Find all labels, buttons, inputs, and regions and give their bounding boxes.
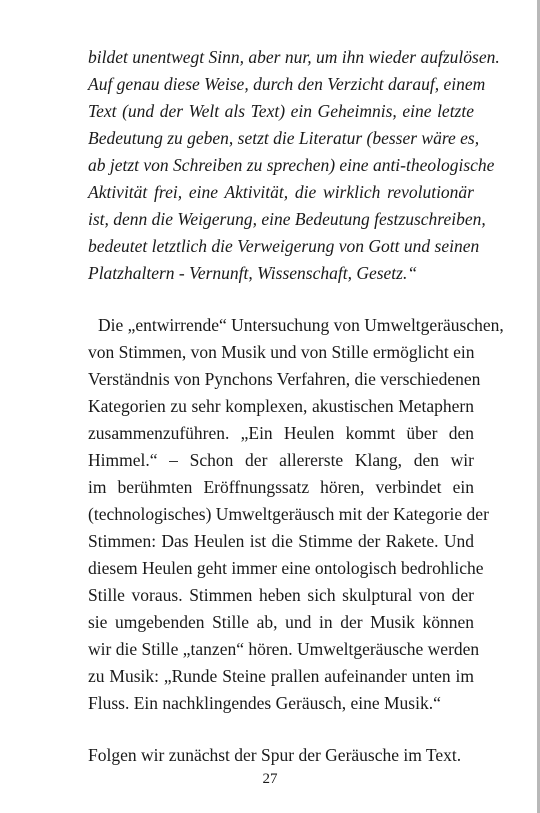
text-block: [88, 44, 504, 769]
quote-line: ist, denn die Weigerung, eine Bedeutung festzuschreiben,: [88, 209, 486, 229]
paragraph-line: (technologisches) Umweltgeräusch mit der Kategorie der: [88, 504, 489, 524]
paragraph-line: von Stimmen, von Musik und von Stille ermöglicht ein: [88, 342, 475, 362]
paragraph-line: wir die Stille „tanzen“ hören. Umweltgeräusche werden: [88, 639, 480, 659]
paragraph-line: im berühmten Eröffnungssatz hören, verbindet ein: [88, 477, 474, 497]
paragraph-line: zusammenzuführen. „Ein Heulen kommt über den: [88, 423, 474, 443]
quote-line: bildet unentwegt Sinn, aber nur, um ihn wieder aufzulösen.: [88, 47, 500, 67]
body-paragraph: [88, 742, 474, 769]
paragraph-line: Stille voraus. Stimmen heben sich skulptural von der: [88, 585, 474, 605]
quote-line: bedeutet letztlich die Verweigerung von Gott und seinen: [88, 236, 480, 256]
paragraph-line: Himmel.“ – Schon der allererste Klang, den wir: [88, 450, 474, 470]
paragraph-line: zu Musik: „Runde Steine prallen aufeinander unten im: [88, 666, 474, 686]
paragraph-line: Verständnis von Pynchons Verfahren, die verschiedenen: [88, 369, 481, 389]
quote-line: Aktivität frei, eine Aktivität, die wirklich revolutionär: [88, 182, 474, 202]
quote-line: Auf genau diese Weise, durch den Verzicht darauf, einem: [88, 74, 486, 94]
quote-line: ab jetzt von Schreiben zu sprechen) eine anti-theologische: [88, 155, 495, 175]
paragraph-line: Die „entwirrende“ Untersuchung von Umweltgeräuschen,: [98, 315, 504, 335]
paragraph-line: Folgen wir zunächst der Spur der Geräusche im Text.: [88, 745, 462, 765]
paragraph-line: sie umgebenden Stille ab, und in der Musik können: [88, 612, 474, 632]
page-number: 27: [262, 771, 278, 787]
paragraph-line: Stimmen: Das Heulen ist die Stimme der Rakete. Und: [88, 531, 474, 551]
quote-line: Bedeutung zu geben, setzt die Literatur (besser wäre es,: [88, 128, 480, 148]
quote-line: Platzhaltern - Vernunft, Wissenschaft, Gesetz.“: [88, 263, 418, 283]
paragraph-line: Kategorien zu sehr komplexen, akustischen Metaphern: [88, 396, 474, 416]
paragraph-line: Fluss. Ein nachklingendes Geräusch, eine Musik.“: [88, 693, 441, 713]
quote-line: Text (und der Welt als Text) ein Geheimnis, eine letzte: [88, 101, 474, 121]
block-quote: [88, 44, 500, 287]
body-paragraph: [88, 312, 504, 717]
paragraph-line: diesem Heulen geht immer eine ontologisch bedrohliche: [88, 558, 484, 578]
